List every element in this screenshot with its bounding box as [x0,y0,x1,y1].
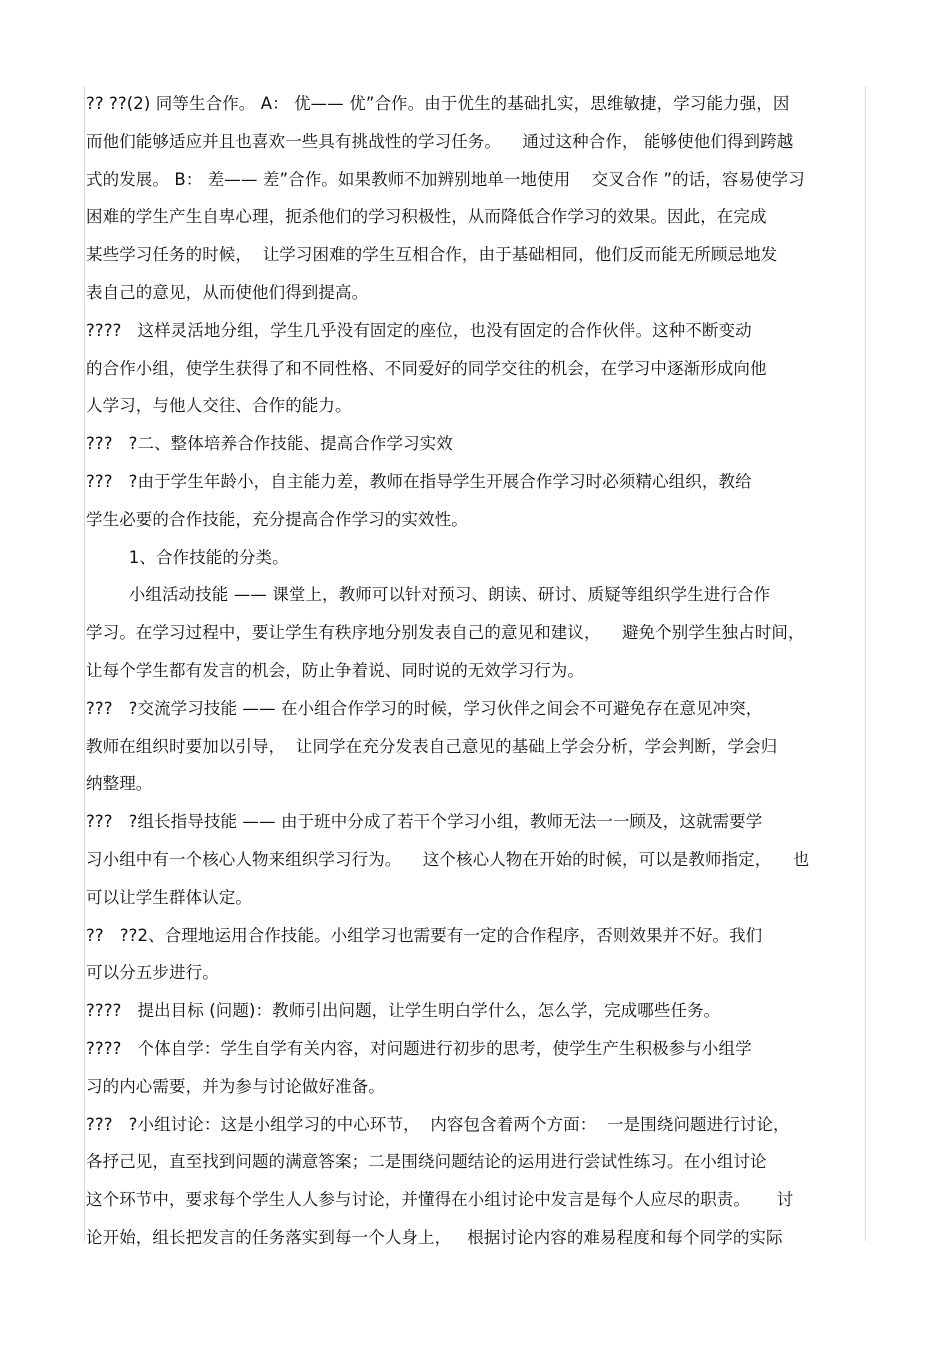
subheading: 1、合作技能的分类。 [86,547,289,567]
section-heading: ??? ?二、整体培养合作技能、提高合作学习实效 [86,434,453,454]
text-line: 的合作小组，使学生获得了和不同性格、不同爱好的同学交往的机会，在学习中逐渐形成向他 [86,358,767,378]
text-line: 纳整理。 [86,774,153,794]
text-line: 学生必要的合作技能，充分提高合作学习的实效性。 [86,509,468,529]
text-line: ??? ?组长指导技能 —— 由于班中分成了若干个学习小组，教师无法一一顾及，这就需要学 [86,812,763,832]
text-line: ??? ?小组讨论：这是小组学习的中心环节， 内容包含着两个方面： 一是围绕问题进行讨论， [86,1114,790,1134]
text-line: 小组活动技能 —— 课堂上，教师可以针对预习、朗读、研讨、质疑等组织学生进行合作 [86,585,771,605]
text-line: ?? ??2、合理地运用合作技能。小组学习也需要有一定的合作程序，否则效果并不好。我们 [86,925,763,945]
text-line: ???? 这样灵活地分组，学生几乎没有固定的座位，也没有固定的合作伙伴。这种不断变动 [86,320,752,340]
text-line: ?? ??(2) 同等生合作。 A： 优—— 优”合作。由于优生的基础扎实，思维敏捷，学习能力强，因 [86,94,790,113]
text-line: 这个环节中，要求每个学生人人参与讨论，并懂得在小组讨论中发言是每个人应尽的职责。 讨 [86,1190,794,1210]
text-line: 可以分五步进行。 [86,963,219,983]
text-line: 人学习，与他人交往、合作的能力。 [86,396,352,416]
text-line: 教师在组织时要加以引导， 让同学在充分发表自己意见的基础上学会分析，学会判断，学会归 [86,736,778,756]
text-line: 困难的学生产生自卑心理，扼杀他们的学习积极性，从而降低合作学习的效果。因此，在完成 [86,207,767,227]
text-line: 某些学习任务的时候， 让学习困难的学生互相合作，由于基础相同，他们反而能无所顾忌地发 [86,245,778,265]
text-line: 习的内心需要，并为参与讨论做好准备。 [86,1076,385,1096]
text-line: 各抒己见，直至找到问题的满意答案；二是围绕问题结论的运用进行尝试性练习。在小组讨论 [86,1152,767,1172]
text-line: 论开始，组长把发言的任务落实到每一个人身上， 根据讨论内容的难易程度和每个同学的实际 [86,1228,783,1247]
text-line: ???? 提出目标 (问题)：教师引出问题，让学生明白学什么，怎么学，完成哪些任务。 [86,1001,721,1021]
text-line: 学习。在学习过程中，要让学生有秩序地分别发表自己的意见和建议， 避免个别学生独占时间， [86,623,805,643]
text-line: ???? 个体自学：学生自学有关内容，对问题进行初步的思考，使学生产生积极参与小组学 [86,1039,752,1058]
text-line: 习小组中有一个核心人物来组织学习行为。 这个核心人物在开始的时候，可以是教师指定， 也 [86,850,810,869]
text-line: 可以让学生群体认定。 [86,887,252,907]
text-line: 而他们能够适应并且也喜欢一些具有挑战性的学习任务。 通过这种合作， 能够使他们得到跨越 [86,131,794,151]
text-line: ??? ?交流学习技能 —— 在小组合作学习的时候，学习伙伴之间会不可避免存在意见冲突， [86,698,763,718]
text-line: 表自己的意见，从而使他们得到提高。 [86,283,369,302]
text-line: 让每个学生都有发言的机会，防止争着说、同时说的无效学习行为。 [86,661,584,680]
text-line: 式的发展。 B： 差—— 差”合作。如果教师不加辨别地单一地使用 交叉合作 ”的话，容易使学习 [86,169,805,189]
text-line: ??? ?由于学生年龄小，自主能力差，教师在指导学生开展合作学习时必须精心组织，教给 [86,472,752,491]
